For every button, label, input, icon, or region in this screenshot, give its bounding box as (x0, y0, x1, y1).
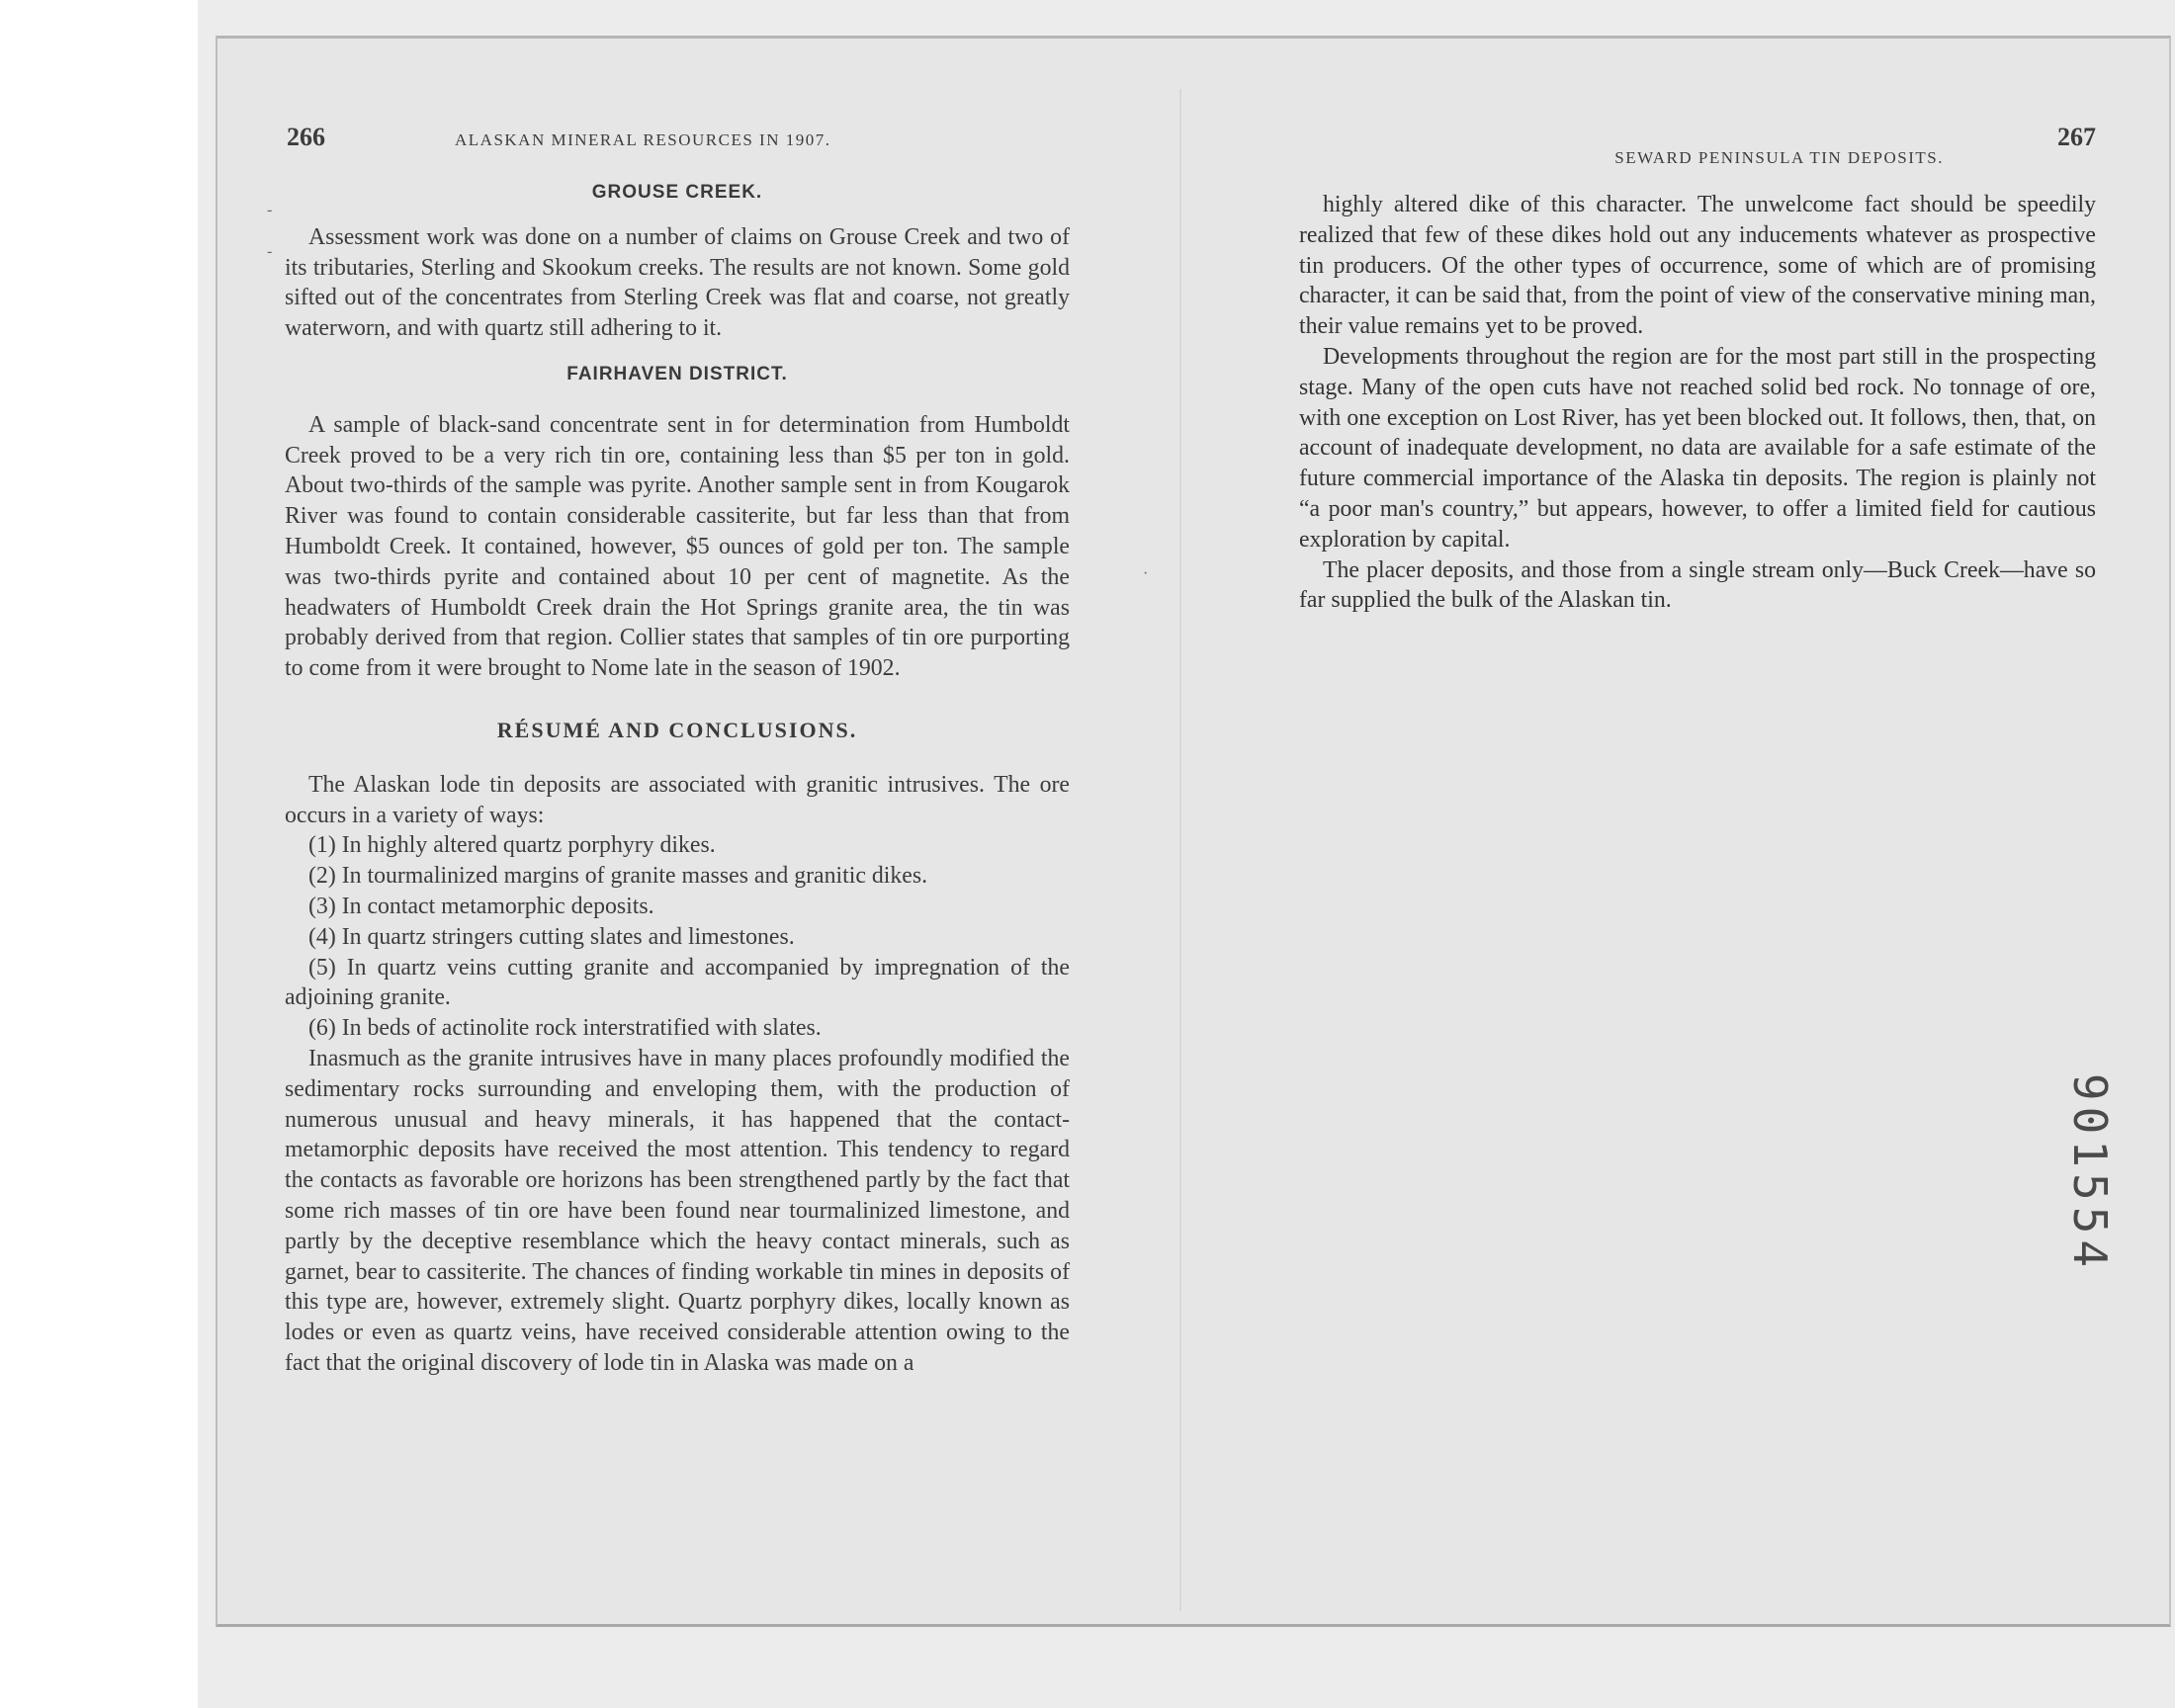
serial-number-stamp (2060, 1072, 2120, 1274)
left-page-header (285, 117, 1070, 156)
resume-paragraph: Inasmuch as the granite intrusives have in many places profoundly modified the sedimentary rocks surrounding and enveloping them, with the production of numerous unusual and heavy minerals, it has happened that the contact-metamorphic deposits have received the most attention. This tendency to regard the contacts as favorable ore horizons has been strengthened partly by the fact that some rich masses of tin ore have been found near tourmalinized limestone, and partly by the deceptive resemblance which the heavy contact minerals, such as garnet, bear to cassiterite. The chances of finding workable tin mines in deposits of this type are, however, extremely slight. Quartz porphyry dikes, locally known as lodes or even as quartz veins, have received considerable attention owing to the fact that the original discovery of lode tin in Alaska was made on a (285, 1045, 1070, 1376)
right-page-number: 267 (2057, 123, 2096, 151)
resume-heading: RÉSUMÉ AND CONCLUSIONS. (496, 717, 858, 742)
left-page (285, 0, 1070, 1708)
resume-list-item: (3) In contact metamorphic deposits. (308, 893, 654, 919)
right-page-header (1299, 117, 2096, 167)
grouse-creek-paragraph: Assessment work was done on a number of claims on Grouse Creek and two of its tributaries, Sterling and Skookum creeks. The results are not known. Some gold sifted out of the concentrates from Sterling Creek was flat and coarse, not greatly waterworn, and with quartz still adhering to it. (285, 223, 1070, 342)
fairhaven-heading: FAIRHAVEN DISTRICT. (566, 363, 788, 384)
left-page-body (285, 184, 1070, 1379)
resume-list-item: (5) In quartz veins cutting granite and accompanied by impregnation of the adjoining granite. (285, 954, 1070, 1011)
margin-mark: · (1143, 565, 1149, 582)
resume-list-item: (1) In highly altered quartz porphyry dikes. (308, 832, 716, 859)
left-running-head: ALASKAN MINERAL RESOURCES IN 1907. (455, 130, 831, 149)
resume-intro: The Alaskan lode tin deposits are associated with granitic intrusives. The ore occurs in a variety of ways: (285, 771, 1070, 828)
left-page-number: 266 (287, 123, 325, 151)
fairhaven-paragraph: A sample of black-sand concentrate sent in for determination from Humboldt Creek proved to be a very rich tin ore, containing less than $5 per ton in gold. About two-thirds of the sample was pyrite. Another sample sent in from Kougarok River was found to contain considerable cassiterite, but far less than that from Humboldt Creek. It contained, however, $5 ounces of gold per ton. The sample was two-thirds pyrite and contained about 10 per cent of magnetite. As the headwaters of Humboldt Creek drain the Hot Springs granite area, the tin was probably derived from that region. Collier states that samples of tin ore purporting to come from it were brought to Nome late in the season of 1902. (285, 411, 1070, 682)
resume-list-item: (4) In quartz stringers cutting slates and limestones. (308, 923, 795, 950)
serial-number-text: 901554 (2063, 1072, 2117, 1274)
margin-mark: - (267, 202, 273, 218)
right-paragraph: highly altered dike of this character. The unwelcome fact should be speedily realized that few of these dikes hold out any inducements whatever as prospective tin producers. Of the other types of occurrence, some of which are of promising character, it can be said that, from the point of view of the conservative mining man, their value remains yet to be proved. (1299, 192, 2096, 340)
grouse-creek-heading: GROUSE CREEK. (591, 182, 763, 203)
margin-mark: - (267, 243, 273, 260)
resume-list-item: (2) In tourmalinized margins of granite masses and granitic dikes. (308, 863, 928, 890)
right-paragraph: The placer deposits, and those from a single stream only—Buck Creek—have so far supplied the bulk of the Alaskan tin. (1299, 556, 2096, 614)
page-fold-line (1179, 89, 1181, 1611)
right-page (1299, 0, 2096, 1708)
right-running-head: SEWARD PENINSULA TIN DEPOSITS. (1614, 148, 1944, 167)
resume-list-item: (6) In beds of actinolite rock interstratified with slates. (308, 1015, 822, 1042)
right-paragraph: Developments throughout the region are for the most part still in the prospecting stage. Many of the open cuts have not reached solid bed rock. No tonnage of ore, with one exception on Lost River, has yet been blocked out. It follows, then, that, on account of inadequate development, no data are available for a safe estimate of the future commercial importance of the Alaska tin deposits. The region is plainly not “a poor man's country,” but appears, however, to offer a limited field for cautious exploration by capital. (1299, 343, 2096, 553)
right-page-body (1299, 190, 2096, 616)
